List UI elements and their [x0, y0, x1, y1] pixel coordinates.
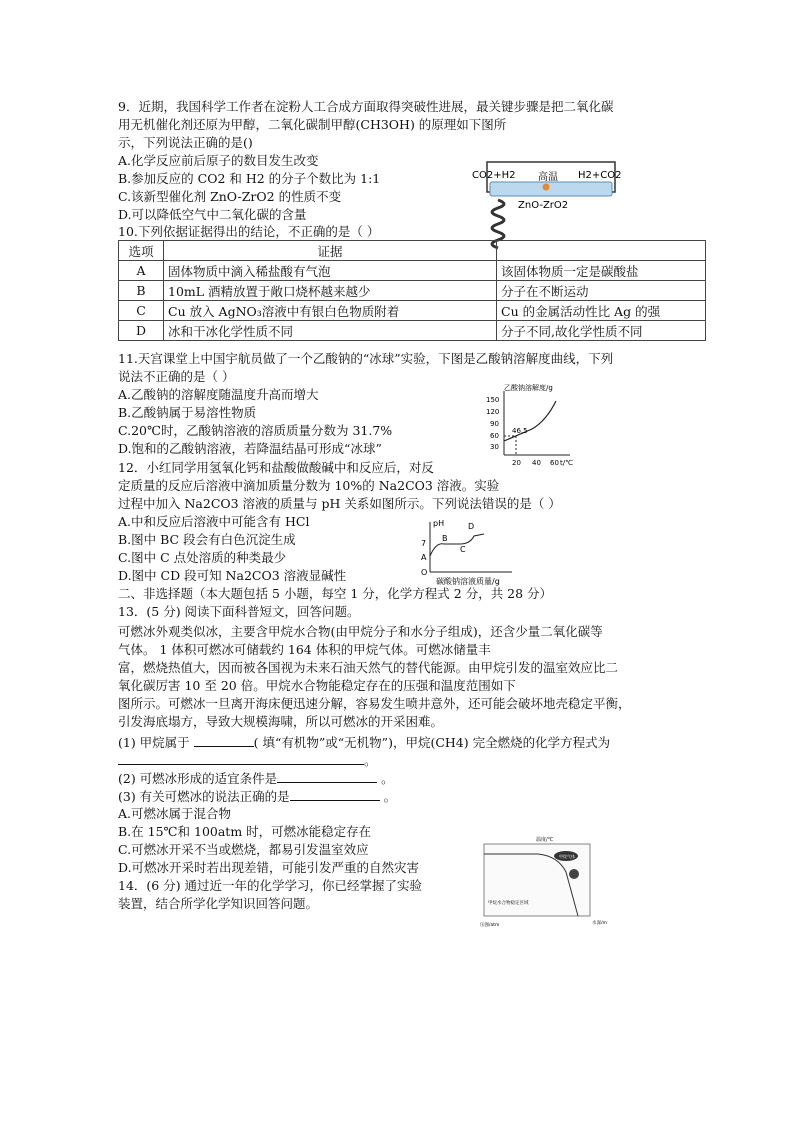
point-b-label: B	[442, 534, 448, 543]
row-d-conclusion: 分子不同,故化学性质不同	[497, 321, 706, 341]
y-axis-label: 乙酸钠溶解度/g	[504, 384, 553, 392]
q9-option-b: B.参加反应的 CO2 和 H2 的分子个数比为 1:1	[118, 171, 381, 186]
x-axis-label: t/℃	[560, 459, 573, 467]
region-label: 甲烷水合物稳定区域	[488, 901, 529, 906]
catalyst-dot	[543, 184, 550, 191]
top-axis-label: 温度/℃	[536, 837, 554, 843]
q11-stem-line-2: 说法不正确的是（ ）	[118, 369, 235, 384]
ellipse-label: 甲烷气体	[559, 854, 575, 859]
point-label: 46.5	[512, 427, 528, 435]
q14-line-2: 装置，结合所学化学知识回答问题。	[118, 896, 319, 911]
q12-line-1: 12．小红同学用氢氧化钙和盐酸做酸碱中和反应后，对反	[118, 460, 434, 475]
gas-bubble	[569, 869, 579, 879]
row-b-option: B	[119, 281, 164, 301]
q10-evidence-table	[118, 240, 706, 341]
q13-option-d: D.可燃冰开采时若出现差错，可能引发严重的自然灾害	[118, 860, 420, 875]
q9-option-d: D.可以降低空气中二氧化碳的含量	[118, 207, 307, 222]
q13-option-b: B.在 15℃和 100atm 时，可燃冰能稳定存在	[118, 824, 372, 839]
point-a-label: A	[421, 553, 427, 562]
left-axis-label: 压强/atm	[480, 923, 500, 928]
y-tick: 90	[490, 420, 499, 428]
q9-stem-line-2: 用无机催化剂还原为甲醇，二氧化碳制甲醇(CH3OH) 的原理如下图所	[118, 117, 507, 132]
q13-sub-1-text-a: (1) 甲烷属于	[118, 735, 194, 750]
q9-option-a: A.化学反应前后原子的数目发生改变	[118, 153, 319, 168]
q11-option-d: D.饱和的乙酸钠溶液，若降温结晶可形成“冰球”	[118, 441, 382, 456]
q11-option-b: B.乙酸钠属于易溶性物质	[118, 405, 257, 420]
reactant-label: CO2+H2	[472, 170, 516, 181]
table-row	[119, 301, 706, 321]
row-b-conclusion: 分子在不断运动	[497, 281, 706, 301]
x-tick: 60	[550, 459, 559, 467]
answer-blank-conditions[interactable]	[277, 770, 377, 783]
q13-sub-1	[118, 734, 610, 751]
y-axis-label: pH	[433, 519, 445, 528]
row-a-conclusion: 该固体物质一定是碳酸盐	[497, 261, 706, 281]
header-conclusion	[497, 241, 706, 261]
section-2-heading: 二、非选择题（本大题包括 5 小题，每空 1 分，化学方程式 2 分，共 28 分）	[118, 586, 553, 601]
q13-option-a: A.可燃冰属于混合物	[118, 806, 232, 821]
q13-paragraph-2: 气体。 1 体积可燃冰可储载约 164 体积的甲烷气体。可燃冰储量丰	[118, 642, 491, 657]
ph-seven-label: 7	[421, 539, 427, 548]
q11-option-a: A.乙酸钠的溶解度随温度升高而增大	[118, 387, 319, 402]
header-evidence: 证据	[164, 241, 497, 261]
row-c-evidence: Cu 放入 AgNO₃溶液中有银白色物质附着	[164, 301, 497, 321]
q12-option-d: D.图中 CD 段可知 Na2CO3 溶液显碱性	[118, 568, 347, 583]
table-header-row	[119, 241, 706, 261]
header-option: 选项	[119, 241, 164, 261]
row-a-option: A	[119, 261, 164, 281]
q13-paragraph-6: 引发海底塌方，导致大规模海啸，所以可燃冰的开采困难。	[118, 714, 444, 729]
point-c-label: C	[460, 545, 466, 554]
q9-option-c: C.该新型催化剂 ZnO-ZrO2 的性质不变	[118, 189, 342, 204]
q13-sub-1-text-b: ( 填“有机物”或“无机物”)，甲烷(CH4) 完全燃烧的化学方程式为	[253, 735, 611, 750]
table-row	[119, 261, 706, 281]
x-axis-label: 碳酸钠溶液质量/g	[436, 577, 500, 586]
point-d-label: D	[468, 522, 475, 531]
q13-heading: 13．(5 分) 阅读下面科普短文，回答问题。	[118, 604, 360, 619]
product-label: H2+CO2	[578, 170, 622, 181]
q13-option-c: C.可燃冰开采不当或燃烧，都易引发温室效应	[118, 842, 369, 857]
row-b-evidence: 10mL 酒精放置于敞口烧杯越来越少	[164, 281, 497, 301]
q13-stability-chart	[478, 832, 614, 930]
q13-sub-1-end: 。	[364, 753, 377, 768]
q10-stem: 10.下列依据证据得出的结论，不正确的是（ ）	[118, 224, 380, 239]
row-c-option: C	[119, 301, 164, 321]
q11-stem-line-1: 11.天宫课堂上中国宇航员做了一个乙酸钠的“冰球”实验，下图是乙酸钠溶解度曲线，下列	[118, 351, 614, 366]
row-d-evidence: 冰和干冰化学性质不同	[164, 321, 497, 341]
q13-sub-2-text: (2) 可燃冰形成的适宜条件是	[118, 771, 278, 786]
q9-stem-line-1: 9．近期，我国科学工作者在淀粉人工合成方面取得突破性进展，最关键步骤是把二氧化碳	[118, 99, 614, 114]
right-axis-label: 水深/m	[592, 921, 607, 926]
q13-paragraph-4: 氧化碳厉害 10 至 20 倍。甲烷水合物能稳定存在的压强和温度范围如下	[118, 678, 516, 693]
q13-sub-3-text: (3) 有关可燃冰的说法正确的是	[118, 789, 290, 804]
heat-label: 高温	[538, 172, 558, 183]
answer-blank-equation[interactable]	[118, 752, 364, 765]
q13-paragraph-1: 可燃冰外观类似冰，主要含甲烷水合物(由甲烷分子和水分子组成)，还含少量二氧化碳等	[118, 624, 603, 639]
q13-paragraph-5: 图所示。可燃冰一旦离开海床便迅速分解，容易发生喷井意外，还可能会破坏地壳稳定平衡，	[118, 696, 631, 711]
x-tick: 40	[532, 459, 541, 467]
q13-sub-3-end: 。	[379, 789, 397, 804]
y-tick: 30	[490, 443, 499, 451]
q13-paragraph-3: 富，燃烧热值大，因而被各国视为未来石油天然气的替代能源。由甲烷引发的温室效应比二	[118, 660, 619, 675]
answer-blank-organic[interactable]	[194, 734, 254, 747]
q13-sub-3	[118, 788, 396, 805]
x-tick: 20	[512, 459, 521, 467]
y-tick: 150	[486, 396, 500, 404]
y-tick: 60	[490, 432, 499, 440]
catalyst-label: ZnO-ZrO2	[518, 200, 569, 211]
q12-line-3: 过程中加入 Na2CO3 溶液的质量与 pH 关系如图所示。下列说法错误的是（ ）	[118, 496, 561, 511]
row-d-option: D	[119, 321, 164, 341]
solubility-curve	[504, 401, 556, 441]
y-tick: 120	[486, 408, 500, 416]
q9-stem-line-3: 示，下列说法正确的是()	[118, 135, 253, 150]
q11-solubility-chart	[476, 383, 576, 471]
answer-blank-correct[interactable]	[290, 788, 380, 801]
q14-line-1: 14．(6 分) 通过近一年的化学学习，你已经掌握了实验	[118, 878, 423, 893]
q12-ph-chart	[418, 516, 522, 586]
q13-sub-1-line-2	[118, 752, 377, 769]
q12-line-2: 定质量的反应后溶液中滴加质量分数为 10%的 Na2CO3 溶液。实验	[118, 478, 500, 493]
q12-option-c: C.图中 C 点处溶质的种类最少	[118, 550, 287, 565]
ph-curve	[430, 534, 484, 556]
q12-option-b: B.图中 BC 段会有白色沉淀生成	[118, 532, 296, 547]
q12-option-a: A.中和反应后溶液中可能含有 HCl	[118, 514, 310, 529]
origin-label: O	[421, 568, 428, 577]
table-row	[119, 281, 706, 301]
reactor-tube	[490, 182, 612, 196]
table-row	[119, 321, 706, 341]
q13-sub-2	[118, 770, 394, 787]
q13-sub-2-end: 。	[377, 771, 394, 786]
row-c-conclusion: Cu 的金属活动性比 Ag 的强	[497, 301, 706, 321]
row-a-evidence: 固体物质中滴入稀盐酸有气泡	[164, 261, 497, 281]
q11-option-c: C.20℃时，乙酸钠溶液的溶质质量分数为 31.7%	[118, 423, 393, 438]
